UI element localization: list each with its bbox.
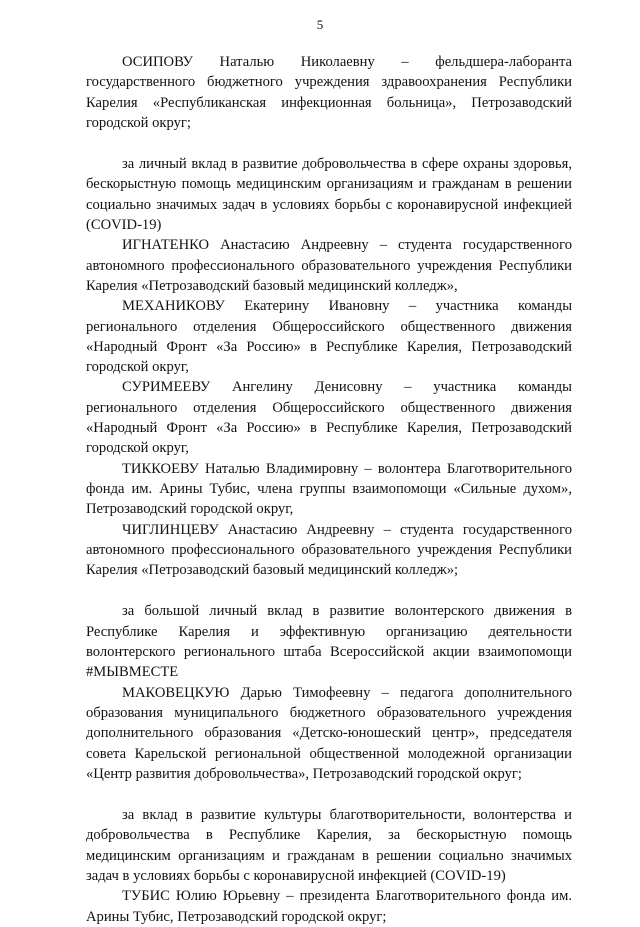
page-number: 5	[316, 17, 324, 32]
award-paragraph-tubis: ТУБИС Юлию Юрьевну – президента Благотворительного фонда им. Арины Тубис, Петрозаводский городской округ;	[86, 888, 572, 925]
award-paragraph-surimeeva: СУРИМЕЕВУ Ангелину Денисовну – участника команды регионального отделения Общероссийского общественного движения «Народный Фронт «За Россию» в Республике Карелия, Петрозаводский городской округ,	[86, 379, 572, 457]
award-paragraph-chiglintseva: ЧИГЛИНЦЕВУ Анастасию Андреевну – студента государственного автономного профессионального образовательного учреждения Республики Карелия «Петрозаводский базовый медицинский колледж»;	[86, 521, 572, 579]
award-paragraph-makovetskaya: МАКОВЕЦКУЮ Дарью Тимофеевну – педагога дополнительного образования муниципального бюджетного образовательного учреждения дополнительного образования «Детско-юношеский центр», председателя совета Карельской региональной общественной молодежной организации «Центр развития добровольчества», Петрозаводский городской округ;	[86, 684, 572, 782]
award-reason-paragraph: за личный вклад в развитие добровольчества в сфере охраны здоровья, бескорыстную помощь медицинским организациям и гражданам в решении социально значимых задач в условиях борьбы с коронавирусной инфекцией (COVID-19)	[86, 156, 572, 234]
award-reason-paragraph: за большой личный вклад в развитие волонтерского движения в Республике Карелия и эффективную организацию деятельности волонтерского регионального штаба Всероссийской акции взаимопомощи #МЫВМЕСТЕ	[86, 603, 572, 681]
award-paragraph-mekhanikova: МЕХАНИКОВУ Екатерину Ивановну – участника команды регионального отделения Общероссийского общественного движения «Народный Фронт «За Россию» в Республике Карелия, Петрозаводский городской округ,	[86, 298, 572, 376]
award-reason-paragraph: за вклад в развитие культуры благотворительности, волонтерства и добровольчества в Республике Карелия, за бескорыстную помощь медицинским организациям и гражданам в решении социально значимых задач в условиях борьбы с коронавирусной инфекцией (COVID-19)	[86, 807, 572, 884]
award-paragraph-ignatenko: ИГНАТЕНКО Анастасию Андреевну – студента государственного автономного профессионального образовательного учреждения Республики Карелия «Петрозаводский базовый медицинский колледж»,	[86, 237, 572, 294]
document-body	[86, 52, 572, 927]
award-paragraph-osipova: ОСИПОВУ Наталью Николаевну – фельдшера-лаборанта государственного бюджетного учреждения здравоохранения Республики Карелия «Республиканская инфекционная больница», Петрозаводский городской округ;	[86, 54, 572, 131]
award-paragraph-tikkoeva: ТИККОЕВУ Наталью Владимировну – волонтера Благотворительного фонда им. Арины Тубис, члена группы взаимопомощи «Сильные духом», Петрозаводский городской округ,	[86, 460, 572, 518]
